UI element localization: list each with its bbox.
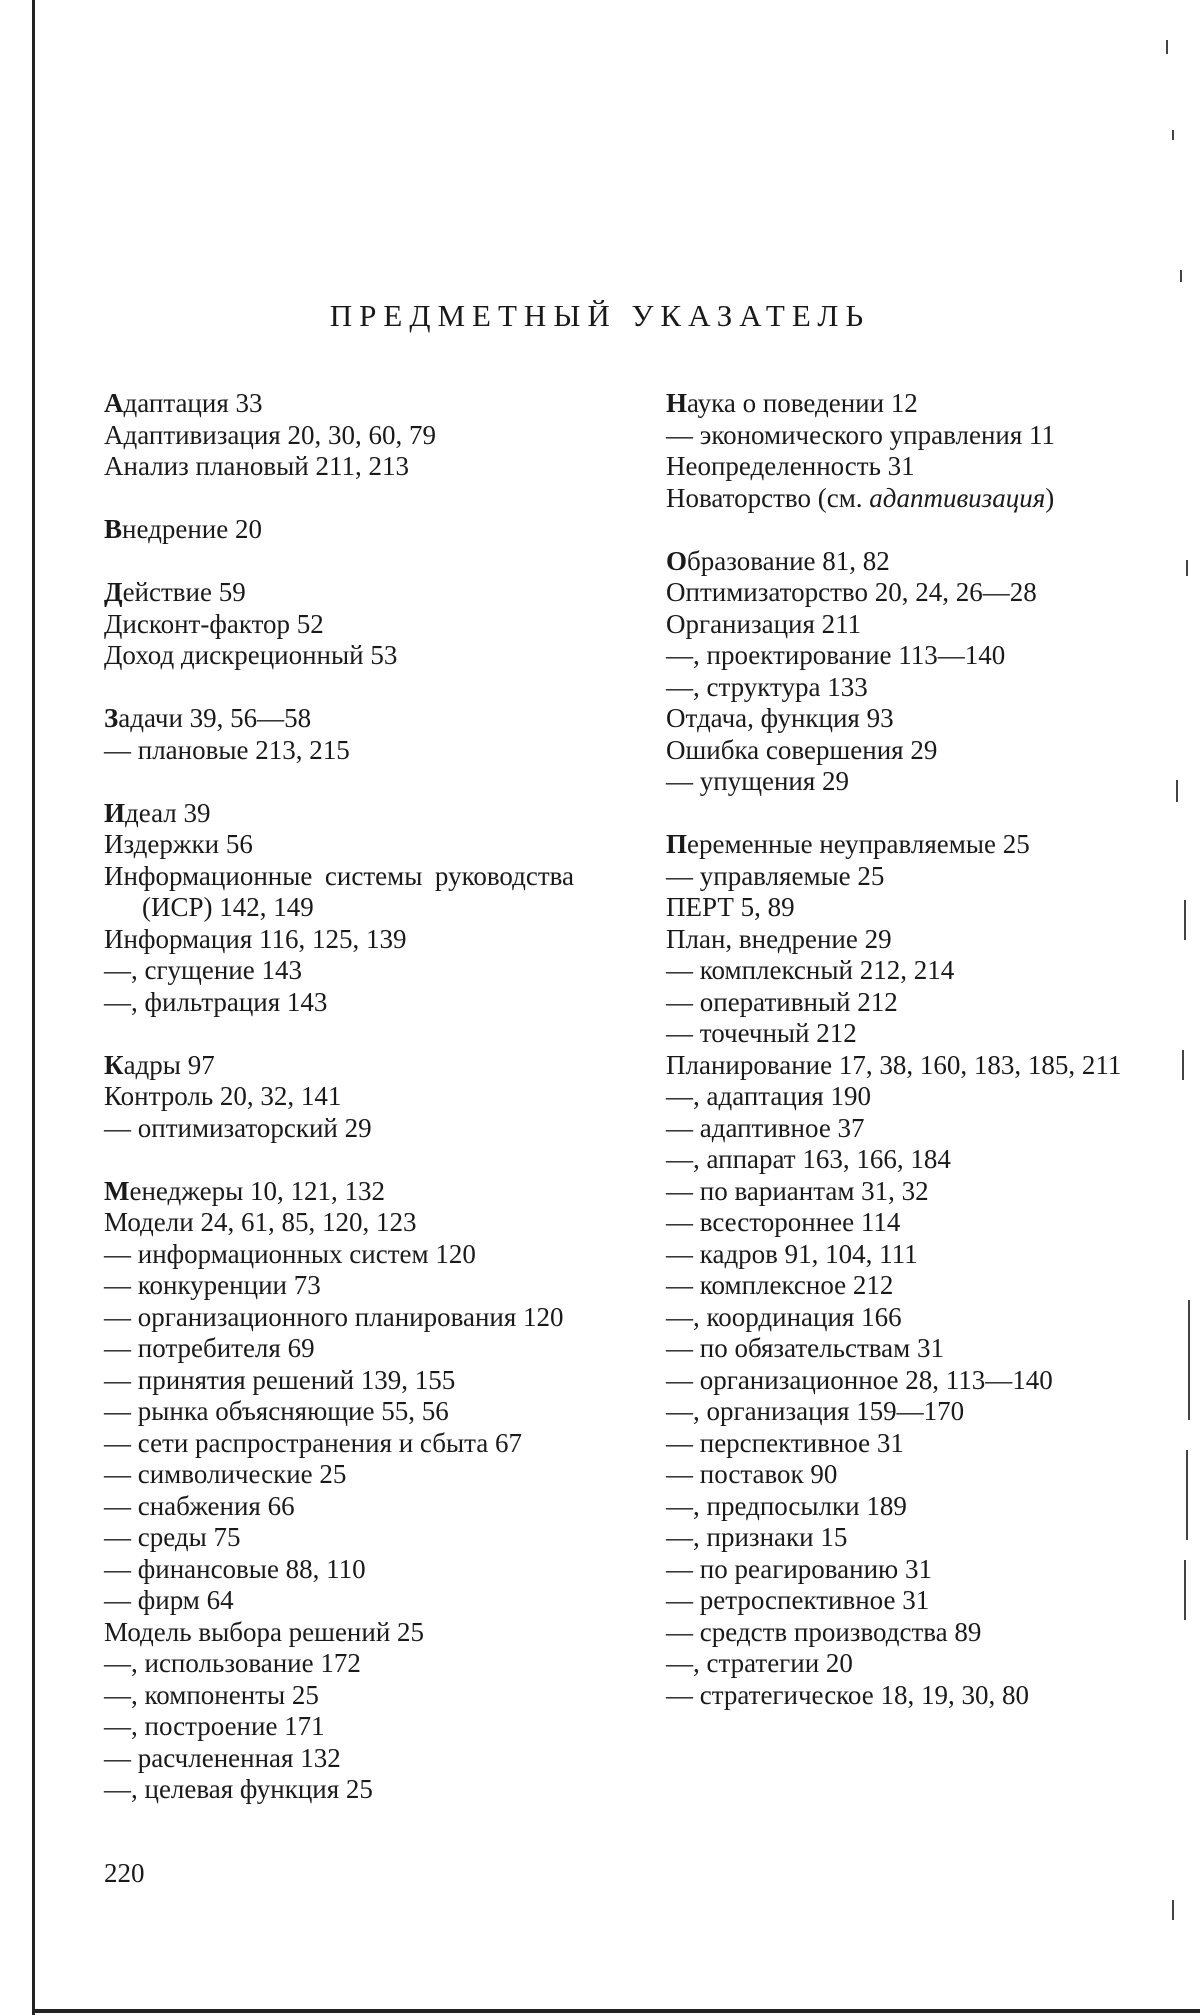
index-entry: — фирм 64 (104, 1585, 234, 1615)
index-entry: Адаптивизация 20, 30, 60, 79 (104, 419, 436, 450)
index-entry: — кадров 91, 104, 111 (666, 1238, 918, 1269)
index-entry: — информационных систем 120 (104, 1238, 476, 1269)
index-entry: — управляемые 25 (666, 860, 885, 891)
entry-group-gap (104, 1144, 574, 1176)
index-entry: Дисконт-фактор 52 (104, 608, 324, 639)
index-entry: — по обязательствам 31 (666, 1333, 944, 1363)
entry-group-gap (666, 798, 1140, 830)
index-entry: Менеджеры 10, 121, 132 (104, 1175, 385, 1206)
index-column-right (666, 388, 1140, 1711)
page-title: ПРЕДМЕТНЫЙ УКАЗАТЕЛЬ (329, 298, 871, 333)
index-entry: Наука о поведении 12 (666, 388, 918, 418)
index-entry: — комплексное 212 (666, 1270, 894, 1300)
index-entry: —, организация 159—170 (666, 1396, 965, 1426)
index-entry: Оптимизаторство 20, 24, 26—28 (666, 577, 1037, 607)
index-entry: —, адаптация 190 (666, 1081, 871, 1111)
index-entry: — среды 75 (104, 1522, 241, 1552)
index-entry: — по вариантам 31, 32 (666, 1175, 929, 1206)
index-entry: Идеал 39 (104, 797, 211, 828)
index-entry: — потребителя 69 (104, 1333, 315, 1363)
index-entry-text: Новаторство (см. (666, 482, 870, 513)
entry-group-gap (104, 672, 574, 704)
index-entry: — комплексный 212, 214 (666, 955, 955, 985)
index-entry: —, предпосылки 189 (666, 1490, 907, 1521)
index-entry: —, целевая функция 25 (104, 1774, 373, 1804)
index-entry: ПЕРТ 5, 89 (666, 892, 795, 922)
index-entry: Действие 59 (104, 577, 246, 607)
index-entry: —, признаки 15 (666, 1522, 848, 1552)
index-entry: Внедрение 20 (104, 514, 262, 544)
index-entry: —, компоненты 25 (104, 1679, 319, 1710)
index-entry-close: ) (1045, 482, 1055, 513)
index-entry: — по реагированию 31 (666, 1553, 932, 1584)
index-entry: — адаптивное 37 (666, 1112, 865, 1143)
page-number: 220 (104, 1858, 145, 1888)
index-entry: — финансовые 88, 110 (104, 1553, 366, 1584)
page-bottom-edge (32, 2009, 1200, 2013)
index-entry: — символические 25 (104, 1459, 347, 1489)
index-entry: — точечный 212 (666, 1018, 857, 1048)
index-entry: —, фильтрация 143 (104, 986, 328, 1017)
index-entry: Кадры 97 (104, 1049, 215, 1080)
index-entry: — принятия решений 139, 155 (104, 1364, 456, 1395)
index-entry: —, построение 171 (104, 1711, 325, 1741)
entry-group-gap (666, 514, 1140, 546)
index-entry: — перспективное 31 (666, 1427, 904, 1458)
index-entry: Задачи 39, 56—58 (104, 703, 312, 733)
index-entry: Модели 24, 61, 85, 120, 123 (104, 1207, 417, 1237)
index-entry: Образование 81, 82 (666, 545, 890, 576)
index-entry: Отдача, функция 93 (666, 703, 894, 733)
entry-group-gap (104, 483, 574, 515)
index-entry (666, 483, 1140, 515)
index-entry: — экономического управления 11 (666, 419, 1056, 450)
index-entry: Модель выбора решений 25 (104, 1616, 425, 1647)
index-entry: —, аппарат 163, 166, 184 (666, 1144, 951, 1174)
index-entry: — расчлененная 132 (104, 1742, 341, 1773)
entry-group-gap (104, 1018, 574, 1050)
index-entry: — ретроспективное 31 (666, 1585, 930, 1615)
index-entry: — средств производства 89 (666, 1616, 982, 1647)
index-entry: — всестороннее 114 (666, 1207, 901, 1237)
index-entry: —, проектирование 113—140 (666, 640, 1006, 670)
index-entry: — оперативный 212 (666, 986, 898, 1017)
index-entry: — рынка объясняющие 55, 56 (104, 1396, 449, 1426)
index-entry: —, использование 172 (104, 1648, 361, 1678)
index-entry: — упущения 29 (666, 766, 850, 796)
index-entry: Доход дискреционный 53 (104, 640, 398, 670)
index-entry-crossref: адаптивизация (869, 482, 1046, 513)
index-entry: Планирование 17, 38, 160, 183, 185, 211 (666, 1049, 1122, 1080)
index-entry: —, сгущение 143 (104, 955, 302, 985)
index-entry: —, стратегии 20 (666, 1648, 853, 1678)
index-entry: — оптимизаторский 29 (104, 1112, 372, 1143)
index-entry: — стратегическое 18, 19, 30, 80 (666, 1679, 1029, 1710)
index-entry: Контроль 20, 32, 141 (104, 1081, 342, 1111)
index-entry: Неопределенность 31 (666, 451, 915, 481)
index-entry: План, внедрение 29 (666, 923, 892, 954)
index-entry: —, структура 133 (666, 671, 868, 702)
index-entry: — плановые 213, 215 (104, 734, 350, 765)
index-entry: — организационного планирования 120 (104, 1301, 564, 1332)
index-entry: Издержки 56 (104, 829, 253, 859)
index-entry: Анализ плановый 211, 213 (104, 451, 409, 481)
index-entry: Информация 116, 125, 139 (104, 923, 407, 954)
index-entry: Ошибка совершения 29 (666, 734, 938, 765)
index-entry: Адаптация 33 (104, 388, 263, 418)
index-entry: — сети распространения и сбыта 67 (104, 1427, 522, 1458)
index-entry: Организация 211 (666, 608, 862, 639)
index-entry: Информационные системы руководства (ИСР) 142, 149 (104, 860, 574, 922)
index-column-left (104, 388, 574, 1806)
index-entry: — организационное 28, 113—140 (666, 1364, 1053, 1395)
index-entry: Переменные неуправляемые 25 (666, 829, 1030, 859)
index-entry: — конкуренции 73 (104, 1270, 321, 1300)
entry-group-gap (104, 766, 574, 798)
index-entry: — поставок 90 (666, 1459, 838, 1489)
index-entry: —, координация 166 (666, 1301, 902, 1332)
entry-group-gap (104, 546, 574, 578)
index-entry: — снабжения 66 (104, 1490, 295, 1521)
